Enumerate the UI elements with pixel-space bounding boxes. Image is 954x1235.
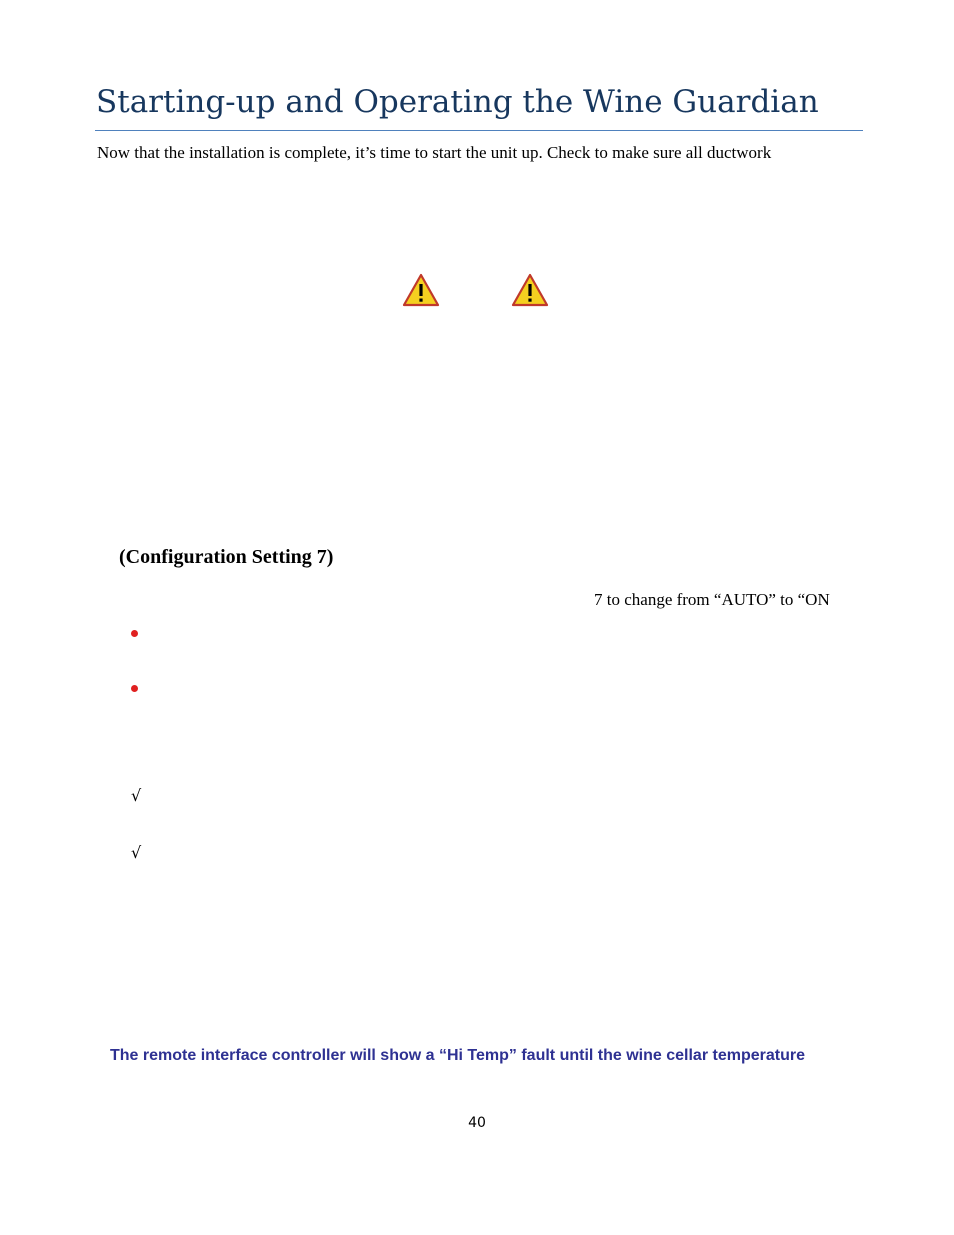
config-setting-heading: (Configuration Setting 7) <box>119 546 334 568</box>
config-setting-note: 7 to change from “AUTO” to “ON <box>594 590 830 609</box>
red-bullet-icon <box>131 685 138 692</box>
title-underline <box>95 130 863 131</box>
warning-triangle-icon <box>402 273 440 307</box>
page-number: 40 <box>468 1115 486 1131</box>
red-bullet-icon <box>131 630 138 637</box>
intro-paragraph: Now that the installation is complete, it’s time to start the unit up. Check to make sure all ductwork <box>97 143 772 162</box>
check-mark-icon: √ <box>131 786 142 805</box>
hi-temp-notice: The remote interface controller will show a “Hi Temp” fault until the wine cellar temperature <box>110 1047 805 1064</box>
warning-triangle-icon <box>511 273 549 307</box>
page-title: Starting-up and Operating the Wine Guardian <box>96 84 819 120</box>
check-mark-icon: √ <box>131 843 142 862</box>
